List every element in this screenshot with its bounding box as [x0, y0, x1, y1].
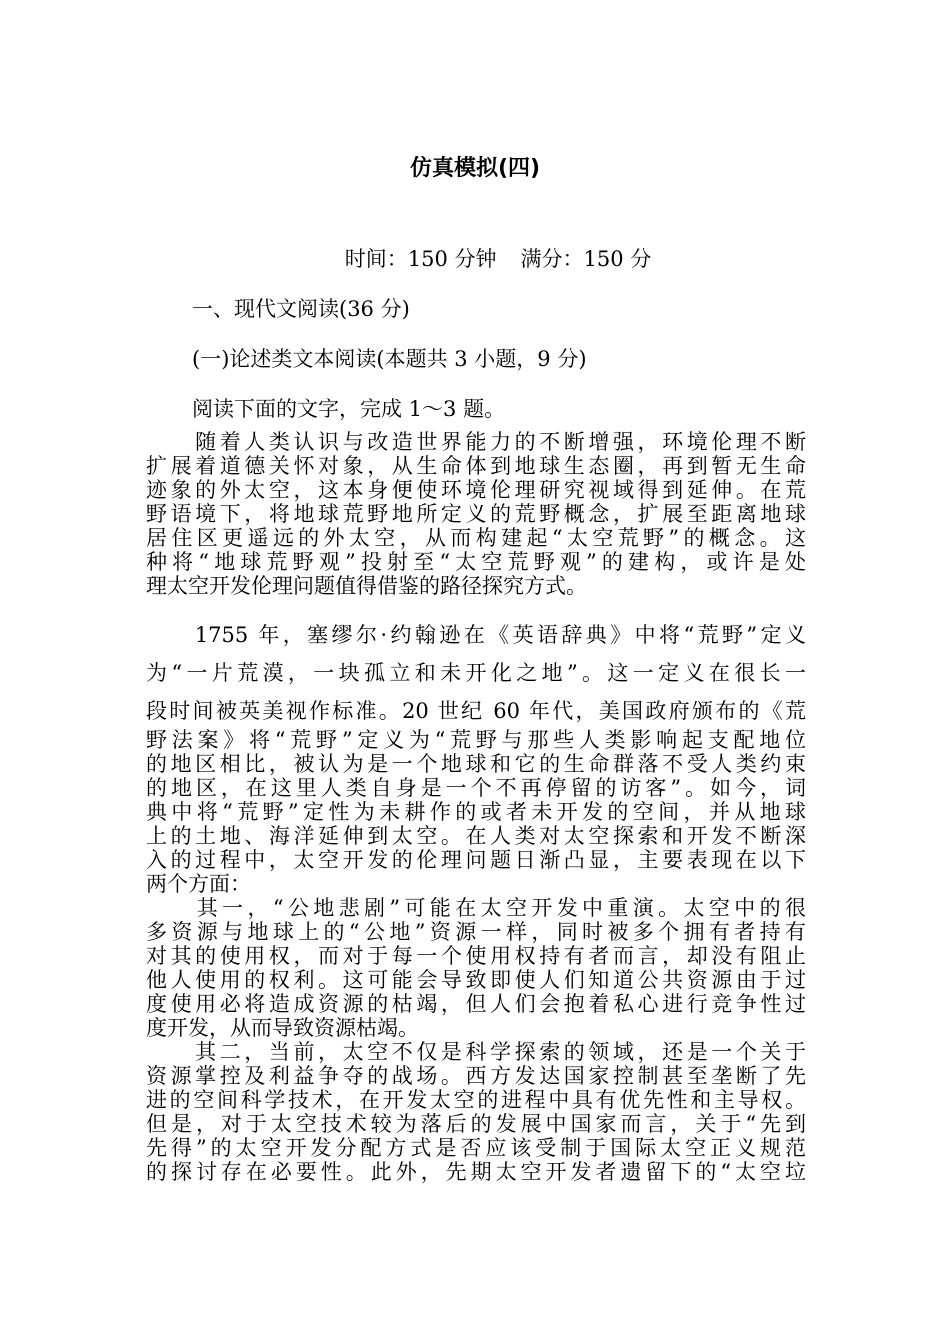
text-line: 扩展着道德关怀对象，从生命体到地球生态圈，再到暂无生命 [146, 454, 806, 478]
text-line: 他人使用的权利。这可能会导致即使人们知道公共资源由于过 [146, 968, 806, 992]
text-line: 典中将“荒野”定性为未耕作的或者未开发的空间，并从地球 [146, 800, 806, 824]
text-line: 两个方面： [146, 872, 251, 896]
text-line: 理太空开发伦理问题值得借鉴的路径探究方式。 [146, 574, 587, 598]
text-line: 但是，对于太空技术较为落后的发展中国家而言，关于“先到 [146, 1112, 806, 1136]
text-line: 的探讨存在必要性。此外，先期太空开发者遗留下的“太空垃 [146, 1160, 806, 1184]
text-line: 段时间被英美视作标准。20 世纪 60 年代，美国政府颁布的《荒 [146, 699, 806, 723]
page-title: 仿真模拟(四) [409, 156, 541, 181]
text-line: 多资源与地球上的“公地”资源一样，同时被多个拥有者持有 [146, 920, 806, 944]
text-line: 野语境下，将地球荒野地所定义的荒野概念，扩展至距离地球 [146, 502, 806, 526]
paragraph-1 [146, 430, 806, 598]
text-line: 先得”的太空开发分配方式是否应该受制于国际太空正义规范 [146, 1136, 806, 1160]
text-line: 随着人类认识与改造世界能力的不断增强，环境伦理不断 [146, 430, 806, 454]
text-line: 迹象的外太空，这本身便使环境伦理研究视域得到延伸。在荒 [146, 478, 806, 502]
time-label: 时间：150 分钟 [344, 247, 497, 271]
text-line: 入的过程中，太空开发的伦理问题日渐凸显，主要表现在以下 [146, 848, 806, 872]
text-line: 进的空间科学技术，在开发太空的进程中具有优先性和主导权。 [146, 1088, 806, 1112]
paragraph-2 [146, 616, 806, 730]
text-line: 度使用必将造成资源的枯竭，但人们会抱着私心进行竞争性过 [146, 992, 806, 1016]
text-line: 居住区更遥远的外太空，从而构建起“太空荒野”的概念。这 [146, 526, 806, 550]
text-line: 野法案》将“荒野”定义为“荒野与那些人类影响起支配地位 [146, 728, 806, 752]
instruction-text: 阅读下面的文字，完成 1～3 题。 [192, 397, 506, 421]
text-line: 资源掌控及利益争夺的战场。西方发达国家控制甚至垄断了先 [146, 1064, 806, 1088]
text-line: 其一，“公地悲剧”可能在太空开发中重演。太空中的很 [146, 896, 806, 920]
text-line: 的地区相比，被认为是一个地球和它的生命群落不受人类约束 [146, 752, 806, 776]
exam-meta [0, 243, 950, 275]
text-line: 1755 年，塞缪尔·约翰逊在《英语辞典》中将“荒野”定义 [146, 623, 806, 647]
text-line: 为“一片荒漠，一块孤立和未开化之地”。这一定义在很长一 [146, 661, 806, 685]
text-line: 的地区，在这里人类自身是一个不再停留的访客”。如今，词 [146, 776, 806, 800]
section-heading: 一、现代文阅读(36 分) [192, 297, 410, 321]
text-line: 上的土地、海洋延伸到太空。在人类对太空探索和开发不断深 [146, 824, 806, 848]
text-line: 种将“地球荒野观”投射至“太空荒野观”的建构，或许是处 [146, 550, 806, 574]
text-line: 对其的使用权，而对于每一个使用权持有者而言，却没有阻止 [146, 944, 806, 968]
subsection-heading: (一)论述类文本阅读(本题共 3 小题，9 分) [192, 347, 587, 371]
paragraph-3 [146, 728, 806, 1184]
text-line: 度开发，从而导致资源枯竭。 [146, 1016, 419, 1040]
text-line: 其二，当前，太空不仅是科学探索的领域，还是一个关于 [146, 1040, 806, 1064]
score-label: 满分：150 分 [520, 247, 652, 271]
